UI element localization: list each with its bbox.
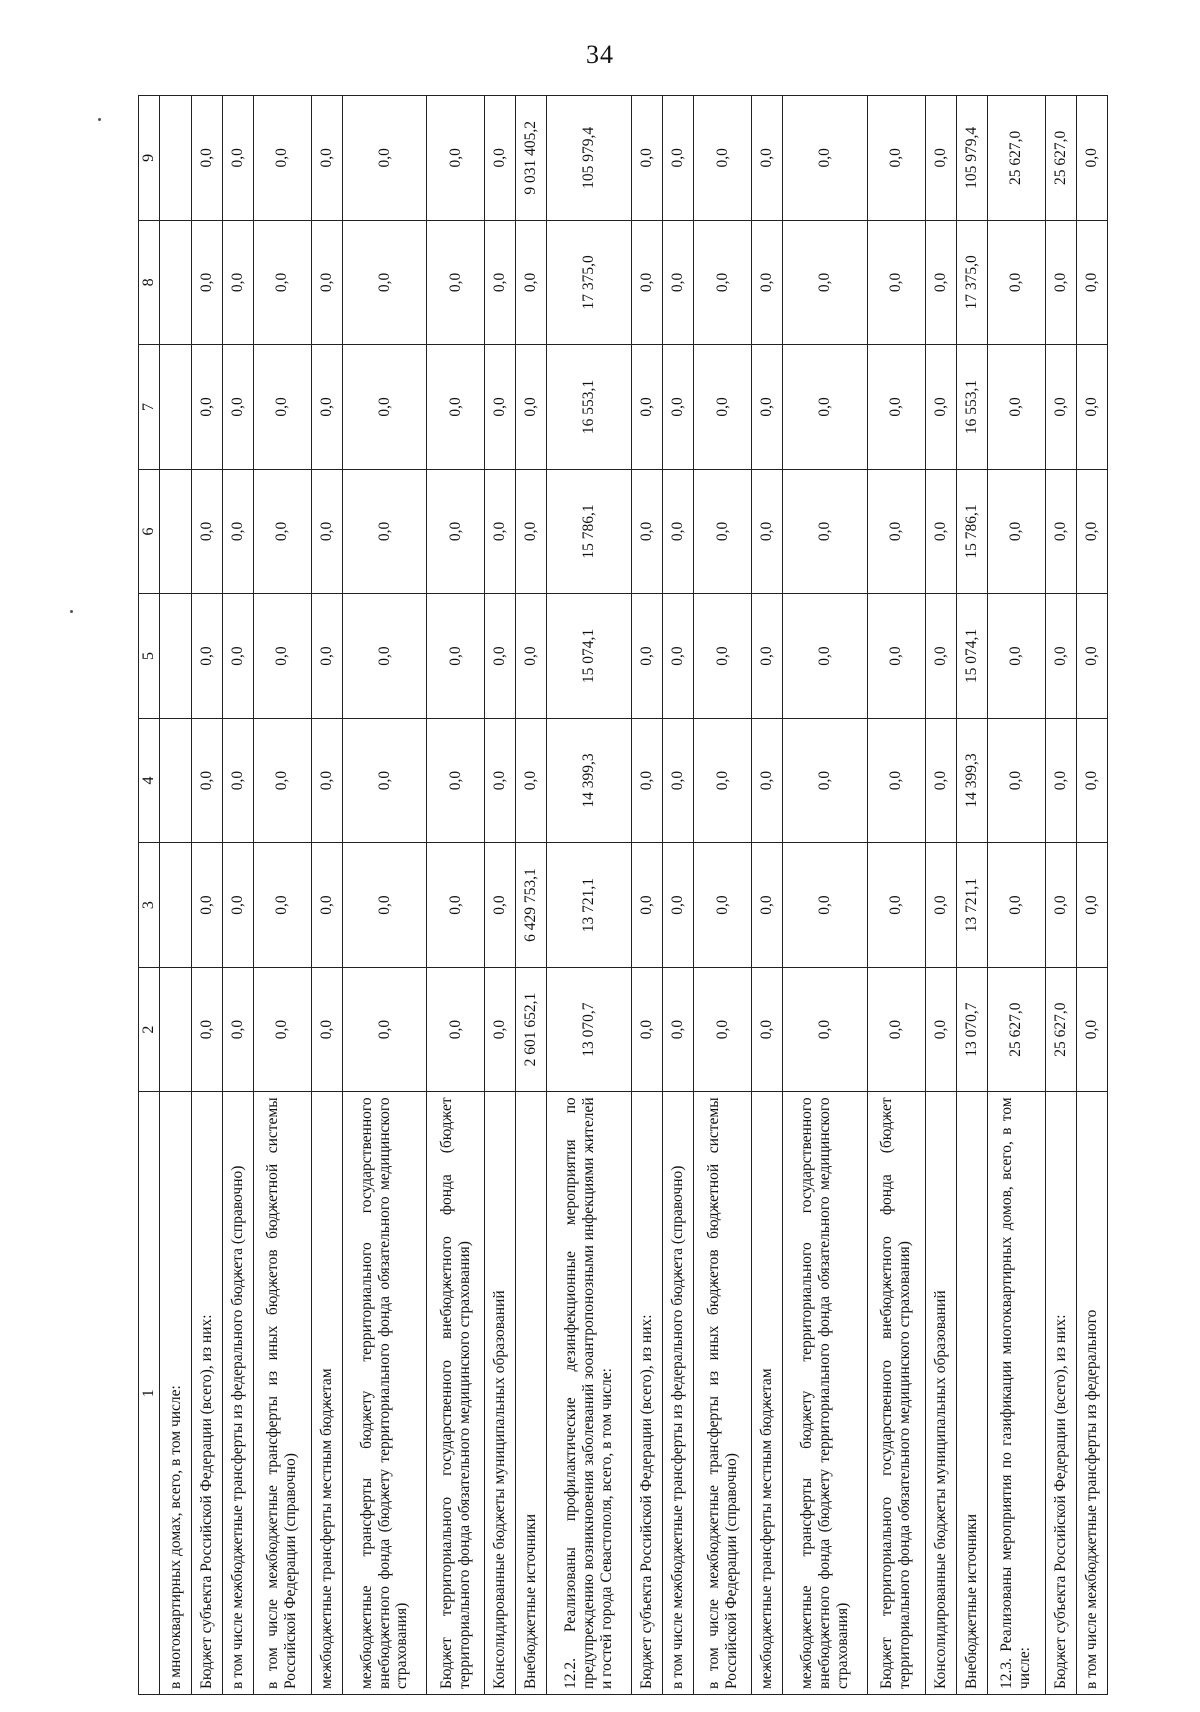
row-label: Бюджет субъекта Российской Федерации (всего), из них: — [631, 1092, 662, 1695]
value-cell: 0,0 — [783, 967, 867, 1092]
table-body — [160, 96, 1108, 1695]
value-cell: 0,0 — [631, 469, 662, 594]
value-cell: 0,0 — [694, 843, 752, 968]
row-label: Бюджет субъекта Российской Федерации (всего), из них: — [191, 1092, 222, 1695]
value-cell: 0,0 — [987, 469, 1045, 594]
value-cell: 0,0 — [867, 220, 925, 345]
value-cell: 0,0 — [1045, 220, 1076, 345]
value-cell: 0,0 — [1045, 843, 1076, 968]
value-cell: 0,0 — [663, 718, 694, 843]
value-cell: 0,0 — [987, 345, 1045, 470]
value-cell: 0,0 — [925, 718, 956, 843]
table-header — [139, 96, 160, 1695]
value-cell: 0,0 — [663, 469, 694, 594]
value-cell: 0,0 — [925, 220, 956, 345]
value-cell: 13 070,7 — [547, 967, 631, 1092]
value-cell: 0,0 — [222, 718, 253, 843]
row-label: в том числе межбюджетные трансферты из иных бюджетов бюджетной системы Российской Федерации (справочно) — [253, 1092, 311, 1695]
value-cell: 0,0 — [752, 718, 783, 843]
value-cell: 0,0 — [342, 96, 426, 221]
value-cell: 0,0 — [311, 345, 342, 470]
value-cell: 0,0 — [191, 843, 222, 968]
value-cell: 0,0 — [1076, 843, 1107, 968]
table-row — [925, 96, 956, 1695]
row-label: 12.2. Реализованы профилактические дезинфекционные мероприятия по предупреждению возникновения заболеваний зооантропонозными инфекциями жителей и гостей города Севастополя, всего, в том числе: — [547, 1092, 631, 1695]
value-cell: 0,0 — [427, 220, 485, 345]
value-cell: 0,0 — [663, 967, 694, 1092]
value-cell: 0,0 — [987, 220, 1045, 345]
row-label: Бюджет территориального государственного внебюджетного фонда (бюджет территориального фонда обязательного медицинского страхования) — [427, 1092, 485, 1695]
value-cell: 25 627,0 — [987, 96, 1045, 221]
value-cell: 0,0 — [694, 96, 752, 221]
value-cell: 0,0 — [752, 594, 783, 719]
value-cell: 0,0 — [867, 594, 925, 719]
value-cell: 0,0 — [631, 718, 662, 843]
value-cell: 0,0 — [342, 469, 426, 594]
value-cell: 0,0 — [311, 469, 342, 594]
value-cell: 0,0 — [925, 594, 956, 719]
row-label: в многоквартирных домах, всего, в том числе: — [160, 1092, 191, 1695]
table-row — [752, 96, 783, 1695]
row-label: межбюджетные трансферты местным бюджетам — [311, 1092, 342, 1695]
value-cell: 0,0 — [925, 469, 956, 594]
value-cell: 0,0 — [342, 718, 426, 843]
row-label: Консолидированные бюджеты муниципальных образований — [925, 1092, 956, 1695]
value-cell: 0,0 — [867, 718, 925, 843]
page-number: 34 — [586, 40, 614, 69]
row-label: межбюджетные трансферты бюджету территориального государственного внебюджетного фонда (бюджету территориального фонда обязательного медицинского страхования) — [342, 1092, 426, 1695]
header-cell: 2 — [139, 967, 160, 1092]
header-cell: 1 — [139, 1092, 160, 1695]
value-cell: 14 399,3 — [547, 718, 631, 843]
value-cell: 0,0 — [663, 843, 694, 968]
value-cell: 0,0 — [222, 843, 253, 968]
value-cell: 13 721,1 — [956, 843, 987, 968]
value-cell: 0,0 — [631, 96, 662, 221]
table-row — [427, 96, 485, 1695]
value-cell: 0,0 — [663, 345, 694, 470]
value-cell: 0,0 — [631, 220, 662, 345]
value-cell: 17 375,0 — [956, 220, 987, 345]
table-row — [191, 96, 222, 1695]
value-cell: 0,0 — [925, 967, 956, 1092]
value-cell: 0,0 — [191, 967, 222, 1092]
value-cell: 0,0 — [516, 345, 547, 470]
table-row — [1076, 96, 1107, 1695]
value-cell: 0,0 — [867, 345, 925, 470]
header-row — [139, 96, 160, 1695]
value-cell: 0,0 — [342, 345, 426, 470]
value-cell: 0,0 — [253, 469, 311, 594]
value-cell: 0,0 — [222, 96, 253, 221]
value-cell: 0,0 — [427, 96, 485, 221]
row-label: в том числе межбюджетные трансферты из федерального — [1076, 1092, 1107, 1695]
value-cell: 16 553,1 — [547, 345, 631, 470]
value-cell — [160, 96, 191, 221]
value-cell: 0,0 — [311, 594, 342, 719]
value-cell: 0,0 — [191, 345, 222, 470]
value-cell: 0,0 — [752, 345, 783, 470]
row-label: Консолидированные бюджеты муниципальных образований — [485, 1092, 516, 1695]
value-cell — [160, 469, 191, 594]
value-cell: 0,0 — [631, 967, 662, 1092]
table-row — [160, 96, 191, 1695]
value-cell: 0,0 — [485, 96, 516, 221]
value-cell: 25 627,0 — [1045, 96, 1076, 221]
value-cell: 0,0 — [783, 96, 867, 221]
value-cell: 0,0 — [1076, 345, 1107, 470]
table-row — [956, 96, 987, 1695]
value-cell: 0,0 — [1076, 967, 1107, 1092]
value-cell: 0,0 — [311, 96, 342, 221]
header-cell: 5 — [139, 594, 160, 719]
row-label: в том числе межбюджетные трансферты из иных бюджетов бюджетной системы Российской Федерации (справочно) — [694, 1092, 752, 1695]
row-label: в том числе межбюджетные трансферты из федерального бюджета (справочно) — [222, 1092, 253, 1695]
scan-speck — [70, 610, 73, 613]
row-label: Внебюджетные источники — [956, 1092, 987, 1695]
value-cell: 0,0 — [1076, 594, 1107, 719]
header-cell: 4 — [139, 718, 160, 843]
value-cell: 0,0 — [783, 220, 867, 345]
value-cell: 0,0 — [222, 469, 253, 594]
value-cell: 13 070,7 — [956, 967, 987, 1092]
value-cell: 0,0 — [191, 469, 222, 594]
row-label: межбюджетные трансферты бюджету территориального государственного внебюджетного фонда (бюджету территориального фонда обязательного медицинского страхования) — [783, 1092, 867, 1695]
row-label: Бюджет субъекта Российской Федерации (всего), из них: — [1045, 1092, 1076, 1695]
value-cell: 0,0 — [987, 594, 1045, 719]
value-cell: 0,0 — [752, 469, 783, 594]
table-row — [1045, 96, 1076, 1695]
value-cell: 0,0 — [631, 345, 662, 470]
value-cell: 0,0 — [694, 967, 752, 1092]
value-cell: 15 074,1 — [547, 594, 631, 719]
value-cell: 0,0 — [783, 843, 867, 968]
value-cell: 0,0 — [191, 220, 222, 345]
value-cell: 0,0 — [191, 594, 222, 719]
value-cell: 15 786,1 — [956, 469, 987, 594]
value-cell: 0,0 — [867, 469, 925, 594]
value-cell: 0,0 — [485, 594, 516, 719]
value-cell: 0,0 — [222, 220, 253, 345]
value-cell: 25 627,0 — [987, 967, 1045, 1092]
value-cell: 0,0 — [694, 345, 752, 470]
table-row — [222, 96, 253, 1695]
value-cell: 0,0 — [253, 718, 311, 843]
value-cell: 0,0 — [311, 967, 342, 1092]
value-cell: 0,0 — [222, 967, 253, 1092]
value-cell: 0,0 — [925, 96, 956, 221]
header-cell: 9 — [139, 96, 160, 221]
value-cell: 0,0 — [516, 220, 547, 345]
value-cell: 0,0 — [1076, 469, 1107, 594]
value-cell: 16 553,1 — [956, 345, 987, 470]
value-cell: 0,0 — [631, 843, 662, 968]
value-cell: 17 375,0 — [547, 220, 631, 345]
value-cell: 0,0 — [485, 718, 516, 843]
value-cell: 0,0 — [867, 96, 925, 221]
value-cell: 0,0 — [663, 220, 694, 345]
value-cell: 0,0 — [694, 220, 752, 345]
value-cell: 0,0 — [427, 843, 485, 968]
value-cell — [160, 967, 191, 1092]
value-cell: 0,0 — [342, 220, 426, 345]
value-cell: 0,0 — [253, 345, 311, 470]
row-label: 12.3. Реализованы мероприятия по газификации многоквартирных домов, всего, в том числе: — [987, 1092, 1045, 1695]
header-cell: 6 — [139, 469, 160, 594]
value-cell: 105 979,4 — [956, 96, 987, 221]
value-cell: 0,0 — [191, 718, 222, 843]
row-label: Внебюджетные источники — [516, 1092, 547, 1695]
value-cell: 15 786,1 — [547, 469, 631, 594]
value-cell: 0,0 — [1045, 718, 1076, 843]
value-cell: 0,0 — [427, 718, 485, 843]
table-row — [516, 96, 547, 1695]
value-cell: 0,0 — [253, 220, 311, 345]
value-cell: 0,0 — [987, 718, 1045, 843]
value-cell: 0,0 — [253, 967, 311, 1092]
table-row — [631, 96, 662, 1695]
value-cell: 0,0 — [1076, 718, 1107, 843]
value-cell: 0,0 — [516, 469, 547, 594]
table-row — [867, 96, 925, 1695]
value-cell: 0,0 — [867, 967, 925, 1092]
table-row — [663, 96, 694, 1695]
row-label: Бюджет территориального государственного внебюджетного фонда (бюджет территориального фонда обязательного медицинского страхования) — [867, 1092, 925, 1695]
value-cell: 0,0 — [311, 718, 342, 843]
value-cell: 0,0 — [867, 843, 925, 968]
table-row — [783, 96, 867, 1695]
value-cell: 2 601 652,1 — [516, 967, 547, 1092]
value-cell: 0,0 — [752, 96, 783, 221]
value-cell: 0,0 — [485, 345, 516, 470]
table-row — [253, 96, 311, 1695]
value-cell — [160, 345, 191, 470]
value-cell: 9 031 405,2 — [516, 96, 547, 221]
value-cell: 0,0 — [925, 345, 956, 470]
budget-table — [138, 95, 1108, 1695]
value-cell: 15 074,1 — [956, 594, 987, 719]
value-cell: 0,0 — [694, 718, 752, 843]
value-cell: 0,0 — [191, 96, 222, 221]
value-cell: 0,0 — [783, 594, 867, 719]
value-cell: 0,0 — [1076, 96, 1107, 221]
value-cell: 0,0 — [752, 843, 783, 968]
value-cell: 0,0 — [694, 469, 752, 594]
row-label: межбюджетные трансферты местным бюджетам — [752, 1092, 783, 1695]
value-cell: 0,0 — [694, 594, 752, 719]
scan-speck — [98, 118, 101, 121]
header-cell: 3 — [139, 843, 160, 968]
value-cell: 0,0 — [222, 345, 253, 470]
value-cell: 0,0 — [516, 594, 547, 719]
value-cell — [160, 220, 191, 345]
value-cell: 0,0 — [427, 469, 485, 594]
table-row — [547, 96, 631, 1695]
value-cell: 0,0 — [987, 843, 1045, 968]
value-cell: 0,0 — [1045, 345, 1076, 470]
value-cell: 0,0 — [253, 594, 311, 719]
value-cell: 0,0 — [485, 967, 516, 1092]
value-cell: 0,0 — [427, 594, 485, 719]
value-cell: 6 429 753,1 — [516, 843, 547, 968]
table-row — [694, 96, 752, 1695]
value-cell: 0,0 — [631, 594, 662, 719]
value-cell — [160, 594, 191, 719]
value-cell: 0,0 — [311, 843, 342, 968]
value-cell: 13 721,1 — [547, 843, 631, 968]
header-cell: 8 — [139, 220, 160, 345]
value-cell: 0,0 — [783, 718, 867, 843]
value-cell: 0,0 — [253, 843, 311, 968]
value-cell: 25 627,0 — [1045, 967, 1076, 1092]
value-cell: 0,0 — [222, 594, 253, 719]
value-cell: 0,0 — [1045, 469, 1076, 594]
value-cell: 0,0 — [752, 220, 783, 345]
value-cell: 0,0 — [1045, 594, 1076, 719]
value-cell: 14 399,3 — [956, 718, 987, 843]
value-cell: 0,0 — [663, 594, 694, 719]
value-cell: 0,0 — [342, 843, 426, 968]
value-cell: 0,0 — [516, 718, 547, 843]
table-row — [342, 96, 426, 1695]
value-cell: 0,0 — [485, 469, 516, 594]
value-cell: 0,0 — [925, 843, 956, 968]
value-cell: 0,0 — [427, 967, 485, 1092]
table-row — [311, 96, 342, 1695]
value-cell: 0,0 — [253, 96, 311, 221]
header-cell: 7 — [139, 345, 160, 470]
value-cell — [160, 718, 191, 843]
value-cell: 0,0 — [342, 594, 426, 719]
table-row — [485, 96, 516, 1695]
value-cell: 0,0 — [427, 345, 485, 470]
rotated-table-container — [138, 95, 1108, 1695]
value-cell: 0,0 — [752, 967, 783, 1092]
value-cell: 0,0 — [783, 345, 867, 470]
row-label: в том числе межбюджетные трансферты из федерального бюджета (справочно) — [663, 1092, 694, 1695]
value-cell — [160, 843, 191, 968]
value-cell: 105 979,4 — [547, 96, 631, 221]
value-cell: 0,0 — [783, 469, 867, 594]
value-cell: 0,0 — [663, 96, 694, 221]
value-cell: 0,0 — [311, 220, 342, 345]
table-row — [987, 96, 1045, 1695]
value-cell: 0,0 — [342, 967, 426, 1092]
value-cell: 0,0 — [485, 220, 516, 345]
value-cell: 0,0 — [485, 843, 516, 968]
value-cell: 0,0 — [1076, 220, 1107, 345]
